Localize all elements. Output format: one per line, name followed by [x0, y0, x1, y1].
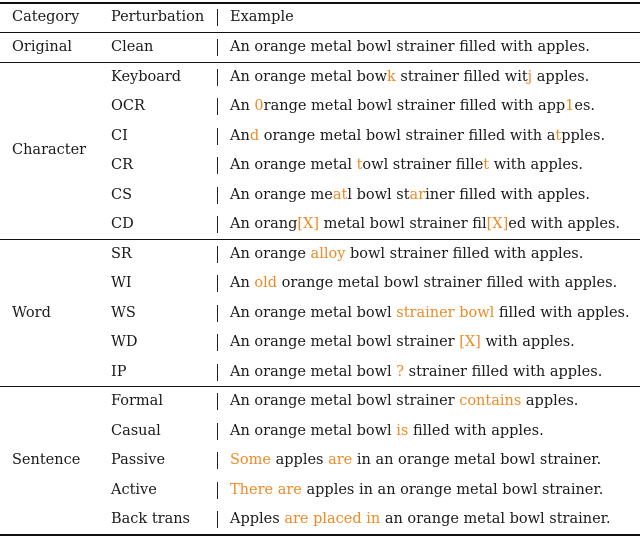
text-span: An	[230, 275, 255, 291]
text-span: with apples.	[489, 157, 584, 173]
text-span: apples.	[521, 393, 579, 409]
text-span: An orange metal bowl	[230, 364, 397, 380]
top-rule	[0, 2, 640, 4]
group-rule	[0, 62, 640, 63]
highlighted-span: t	[483, 157, 490, 173]
example-cell	[230, 450, 601, 470]
text-span: in an orange metal bowl strainer.	[352, 452, 602, 468]
text-span: An orang	[230, 216, 298, 232]
perturbation-cell: WI	[111, 275, 132, 291]
row-divider	[217, 128, 218, 145]
text-span: apples	[271, 452, 329, 468]
highlighted-span: j	[527, 69, 533, 85]
row-divider	[217, 423, 218, 440]
highlighted-span: [X]	[459, 334, 481, 350]
row-divider	[217, 305, 218, 322]
row-divider	[217, 69, 218, 86]
perturbation-cell: Formal	[111, 393, 163, 409]
text-span: an orange metal bowl strainer.	[380, 511, 611, 527]
perturbation-cell: SR	[111, 246, 132, 262]
highlighted-span: ?	[396, 364, 405, 380]
row-divider	[217, 511, 218, 528]
text-span: es.	[574, 98, 596, 114]
example-cell	[230, 155, 583, 175]
row-divider	[217, 216, 218, 233]
example-cell	[230, 185, 590, 205]
highlighted-span: [X]	[297, 216, 319, 232]
row-divider	[217, 157, 218, 174]
perturbation-cell: CI	[111, 128, 128, 144]
row-divider	[217, 334, 218, 351]
category-cell: Sentence	[12, 452, 81, 468]
example-cell	[230, 332, 575, 352]
text-span: orange metal bowl strainer filled with apples.	[277, 275, 618, 291]
text-span: with apples.	[480, 334, 575, 350]
perturbation-cell: Passive	[111, 452, 166, 468]
highlighted-span: t	[356, 157, 363, 173]
category-cell: Character	[12, 142, 87, 158]
example-cell	[230, 96, 595, 116]
text-span: filled with apples.	[494, 305, 630, 321]
header-divider	[217, 9, 218, 26]
highlighted-span: alloy	[310, 246, 346, 262]
text-span: apples.	[532, 69, 590, 85]
text-span: apples in an orange metal bowl strainer.	[301, 482, 604, 498]
text-span: An orange metal bow	[230, 69, 388, 85]
example-cell	[230, 480, 603, 500]
row-divider	[217, 393, 218, 410]
perturbation-cell: CD	[111, 216, 134, 232]
category-cell: Original	[12, 39, 72, 55]
text-span: An orange	[230, 246, 311, 262]
header-rule	[0, 32, 640, 33]
highlighted-span: old	[254, 275, 278, 291]
perturbation-cell: Back trans	[111, 511, 190, 527]
example-cell	[230, 67, 589, 87]
perturbation-cell: WS	[111, 305, 136, 321]
text-span: owl strainer fille	[362, 157, 484, 173]
example-cell	[230, 126, 605, 146]
perturbation-cell: OCR	[111, 98, 145, 114]
text-span: An orange metal bowl strainer	[230, 334, 460, 350]
text-span: range metal bowl strainer filled with app	[263, 98, 566, 114]
row-divider	[217, 98, 218, 115]
text-span: pples.	[561, 128, 606, 144]
header-example: Example	[230, 9, 294, 25]
example-cell	[230, 244, 583, 264]
highlighted-span: [X]	[486, 216, 509, 232]
highlighted-span: are	[328, 452, 353, 468]
highlighted-span: contains	[459, 393, 522, 409]
highlighted-span: at	[332, 187, 348, 203]
highlighted-span: t	[555, 128, 562, 144]
row-divider	[217, 275, 218, 292]
example-cell	[230, 362, 602, 382]
text-span: An orange metal bowl strainer	[230, 393, 460, 409]
highlighted-span: There are	[230, 482, 302, 498]
text-span: An	[230, 98, 255, 114]
text-span: orange metal bowl strainer filled with a	[259, 128, 556, 144]
row-divider	[217, 482, 218, 499]
row-divider	[217, 364, 218, 381]
highlighted-span: 0	[254, 98, 264, 114]
example-cell	[230, 421, 544, 441]
header-category: Category	[12, 9, 80, 25]
example-cell	[230, 214, 620, 234]
perturbation-cell: Clean	[111, 39, 154, 55]
highlighted-span: strainer bowl	[396, 305, 495, 321]
perturbation-cell: CS	[111, 187, 133, 203]
text-span: ed with apples.	[508, 216, 621, 232]
perturbation-cell: IP	[111, 364, 127, 380]
category-cell: Word	[12, 305, 51, 321]
text-span: l bowl st	[347, 187, 410, 203]
perturbation-cell: Active	[111, 482, 157, 498]
row-divider	[217, 246, 218, 263]
text-span: An orange metal	[230, 157, 357, 173]
text-span: An orange me	[230, 187, 333, 203]
row-divider	[217, 452, 218, 469]
example-cell	[230, 509, 611, 529]
example-cell	[230, 37, 590, 57]
example-cell	[230, 303, 630, 323]
example-cell	[230, 391, 578, 411]
perturbation-cell: Casual	[111, 423, 161, 439]
highlighted-span: d	[249, 128, 260, 144]
text-span: filled with apples.	[408, 423, 544, 439]
highlighted-span: is	[396, 423, 409, 439]
row-divider	[217, 39, 218, 56]
group-rule	[0, 386, 640, 387]
perturbation-cell: WD	[111, 334, 138, 350]
highlighted-span: k	[387, 69, 396, 85]
perturbation-cell: Keyboard	[111, 69, 182, 85]
text-span: An orange metal bowl strainer filled with apples.	[230, 39, 590, 55]
highlighted-span: are placed in	[284, 511, 381, 527]
text-span: bowl strainer filled with apples.	[345, 246, 584, 262]
highlighted-span: ar	[409, 187, 426, 203]
perturbation-cell: CR	[111, 157, 134, 173]
highlighted-span: Some	[230, 452, 271, 468]
text-span: strainer filled wit	[395, 69, 528, 85]
text-span: iner filled with apples.	[425, 187, 590, 203]
row-divider	[217, 187, 218, 204]
example-cell	[230, 273, 617, 293]
group-rule	[0, 239, 640, 240]
bottom-rule	[0, 534, 640, 536]
text-span: strainer filled with apples.	[404, 364, 603, 380]
text-span: An	[230, 128, 250, 144]
header-perturbation: Perturbation	[111, 9, 205, 25]
text-span: Apples	[230, 511, 285, 527]
text-span: An orange metal bowl	[230, 423, 397, 439]
highlighted-span: 1	[565, 98, 575, 114]
text-span: An orange metal bowl	[230, 305, 397, 321]
text-span: metal bowl strainer fil	[319, 216, 487, 232]
